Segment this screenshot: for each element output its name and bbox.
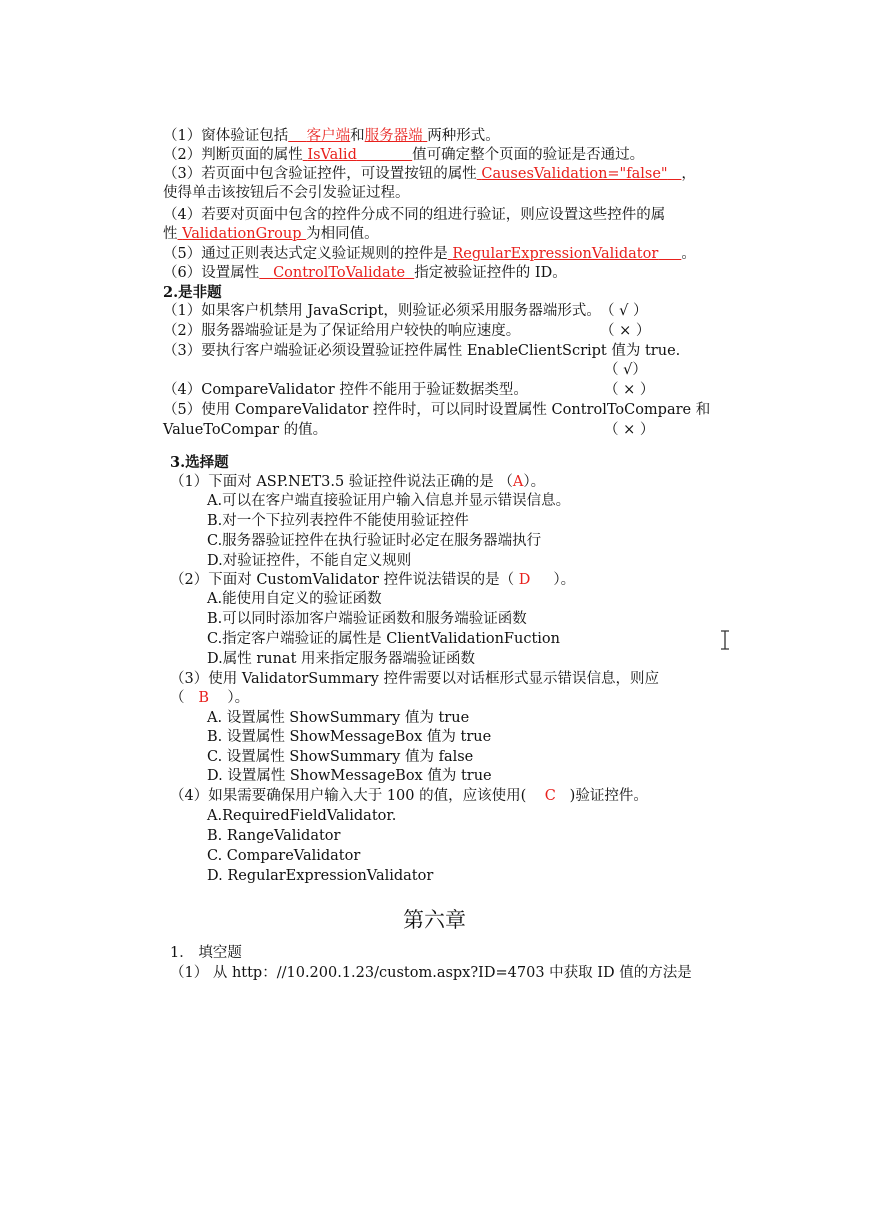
mc-q2-option-b: B.可以同时添加客户端验证函数和服务端验证函数 — [207, 611, 527, 627]
mc-q1-option-a: A.可以在客户端直接验证用户输入信息并显示错误信息。 — [207, 493, 571, 509]
answer-blank: IsValid — [307, 147, 357, 163]
mc-q4-option-b: B. RangeValidator — [207, 828, 341, 844]
mc-heading: 3.选择题 — [170, 454, 229, 471]
tf-q2-mark: （ × ） — [600, 323, 651, 339]
mc-q3-option-d: D. 设置属性 ShowMessageBox 值为 true — [207, 768, 492, 784]
tf-q4-mark: （ × ） — [604, 382, 655, 398]
text-cursor-icon — [718, 630, 732, 650]
tf-q3: （3）要执行客户端验证必须设置验证控件属性 EnableClientScript 值为 true. — [163, 343, 681, 359]
mc-q3-cont: （ B ）。 — [170, 690, 250, 706]
answer-choice: D — [518, 572, 531, 588]
answer-blank: 服务器端 — [364, 128, 423, 144]
answer-blank: 客户端 — [306, 128, 351, 144]
chapter6-q1: （1） 从 http：//10.200.1.23/custom.aspx?ID=4703 中获取 ID 值的方法是 — [170, 965, 692, 981]
tf-q4: （4）CompareValidator 控件不能用于验证数据类型。 — [163, 382, 528, 398]
tf-q5-mark: （ × ） — [604, 422, 655, 438]
mc-q2: （2）下面对 CustomValidator 控件说法错误的是（ D ）。 — [170, 572, 576, 588]
mc-q2-option-a: A.能使用自定义的验证函数 — [207, 591, 382, 607]
mc-q1-option-b: B.对一个下拉列表控件不能使用验证控件 — [207, 513, 469, 529]
mc-q1: （1）下面对 ASP.NET3.5 验证控件说法正确的是 （A）。 — [170, 474, 546, 490]
mc-q3: （3）使用 ValidatorSummary 控件需要以对话框形式显示错误信息，则应 — [170, 671, 659, 687]
mc-q1-option-c: C.服务器验证控件在执行验证时必定在服务器端执行 — [207, 533, 542, 549]
answer-choice: A — [512, 474, 524, 490]
chapter6-section: 1． 填空题 — [170, 945, 242, 961]
tf-q5-cont: ValueToCompar 的值。 — [163, 422, 328, 438]
fill-q3: （3）若页面中包含验证控件，可设置按钮的属性 CausesValidation="false" ， — [163, 166, 696, 182]
answer-blank: CausesValidation="false" — [481, 166, 668, 182]
fill-q4: （4）若要对页面中包含的控件分成不同的组进行验证，则应设置这些控件的属 — [163, 207, 666, 223]
mc-q3-option-b: B. 设置属性 ShowMessageBox 值为 true — [207, 729, 492, 745]
answer-choice: C — [544, 788, 556, 804]
mc-q2-option-d: D.属性 runat 用来指定服务器端验证函数 — [207, 651, 476, 667]
fill-q6: （6）设置属性 ControlToValidate 指定被验证控件的 ID。 — [163, 265, 567, 281]
mc-q3-option-a: A. 设置属性 ShowSummary 值为 true — [207, 710, 470, 726]
tf-q3-mark: （ √） — [604, 362, 647, 378]
answer-choice: B — [198, 690, 209, 706]
tf-heading: 2.是非题 — [163, 284, 222, 301]
mc-q2-option-c: C.指定客户端验证的属性是 ClientValidationFuction — [207, 631, 560, 647]
tf-q1: （1）如果客户机禁用 JavaScript，则验证必须采用服务器端形式。 — [163, 303, 601, 319]
answer-blank: ValidationGroup — [182, 226, 302, 242]
answer-blank: ControlToValidate — [273, 265, 406, 281]
fill-q1: （1）窗体验证包括 客户端和服务器端 两种形式。 — [163, 128, 500, 144]
mc-q4-option-c: C. CompareValidator — [207, 848, 361, 864]
fill-q5: （5）通过正则表达式定义验证规则的控件是 RegularExpressionValidator 。 — [163, 246, 696, 262]
fill-q3-cont: 使得单击该按钮后不会引发验证过程。 — [163, 185, 410, 201]
fill-q2: （2）判断页面的属性 IsValid 值可确定整个页面的验证是否通过。 — [163, 147, 645, 163]
tf-q1-mark: （ √ ） — [600, 303, 648, 319]
mc-q4: （4）如果需要确保用户输入大于 100 的值，应该使用( C )验证控件。 — [170, 788, 648, 804]
mc-q3-option-c: C. 设置属性 ShowSummary 值为 false — [207, 749, 474, 765]
tf-q2: （2）服务器端验证是为了保证给用户较快的响应速度。 — [163, 323, 521, 339]
mc-q4-option-a: A.RequiredFieldValidator. — [207, 808, 397, 824]
tf-q5: （5）使用 CompareValidator 控件时，可以同时设置属性 ControlToCompare 和 — [163, 402, 711, 418]
fill-q4-cont: 性 ValidationGroup 为相同值。 — [163, 226, 379, 242]
answer-blank: RegularExpressionValidator — [452, 246, 659, 262]
mc-q4-option-d: D. RegularExpressionValidator — [207, 868, 434, 884]
mc-q1-option-d: D.对验证控件，不能自定义规则 — [207, 553, 412, 569]
chapter-title: 第六章 — [403, 908, 466, 932]
